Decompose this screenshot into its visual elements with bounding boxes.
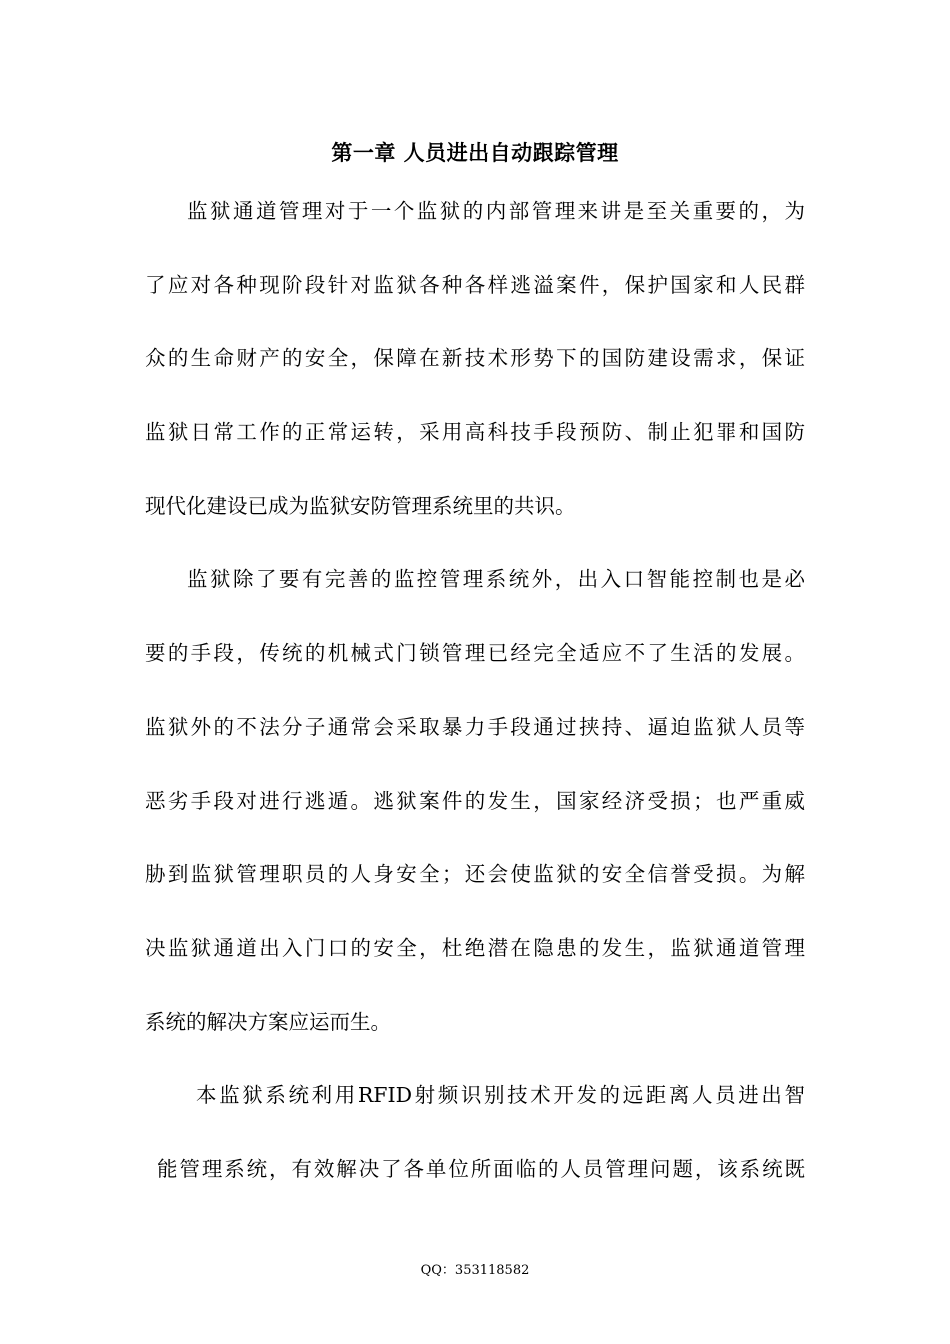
paragraph-line: 了应对各种现阶段针对监狱各种各样逃溢案件，保护国家和人民群 bbox=[145, 273, 805, 297]
page-footer: QQ：353118582 bbox=[420, 1263, 530, 1278]
paragraph-line: 系统的解决方案应运而生。 bbox=[145, 1010, 391, 1034]
paragraph-line: 众的生命财产的安全，保障在新技术形势下的国防建设需求，保证 bbox=[145, 346, 805, 370]
paragraph-line: 监狱除了要有完善的监控管理系统外，出入口智能控制也是必 bbox=[187, 567, 805, 591]
paragraph-line: 胁到监狱管理职员的人身安全；还会使监狱的安全信誉受损。为解 bbox=[145, 862, 805, 886]
paragraph-line: 恶劣手段对进行逃遁。逃狱案件的发生，国家经济受损；也严重威 bbox=[145, 789, 805, 813]
paragraph-line: 能管理系统，有效解决了各单位所面临的人员管理问题，该系统既 bbox=[157, 1157, 805, 1181]
paragraph-line: 监狱日常工作的正常运转，采用高科技手段预防、制止犯罪和国防 bbox=[145, 420, 805, 444]
paragraph-line: 监狱外的不法分子通常会采取暴力手段通过挟持、逼迫监狱人员等 bbox=[145, 715, 805, 739]
paragraph-line: 现代化建设已成为监狱安防管理系统里的共识。 bbox=[145, 494, 576, 518]
paragraph-line: 监狱通道管理对于一个监狱的内部管理来讲是至关重要的，为 bbox=[187, 199, 805, 223]
paragraph-line: 本监狱系统利用RFID射频识别技术开发的远距离人员进出智 bbox=[196, 1083, 805, 1107]
paragraph-line: 要的手段，传统的机械式门锁管理已经完全适应不了生活的发展。 bbox=[145, 641, 805, 665]
chapter-title: 第一章 人员进出自动跟踪管理 bbox=[331, 141, 619, 165]
paragraph-line: 决监狱通道出入门口的安全，杜绝潜在隐患的发生，监狱通道管理 bbox=[145, 936, 805, 960]
